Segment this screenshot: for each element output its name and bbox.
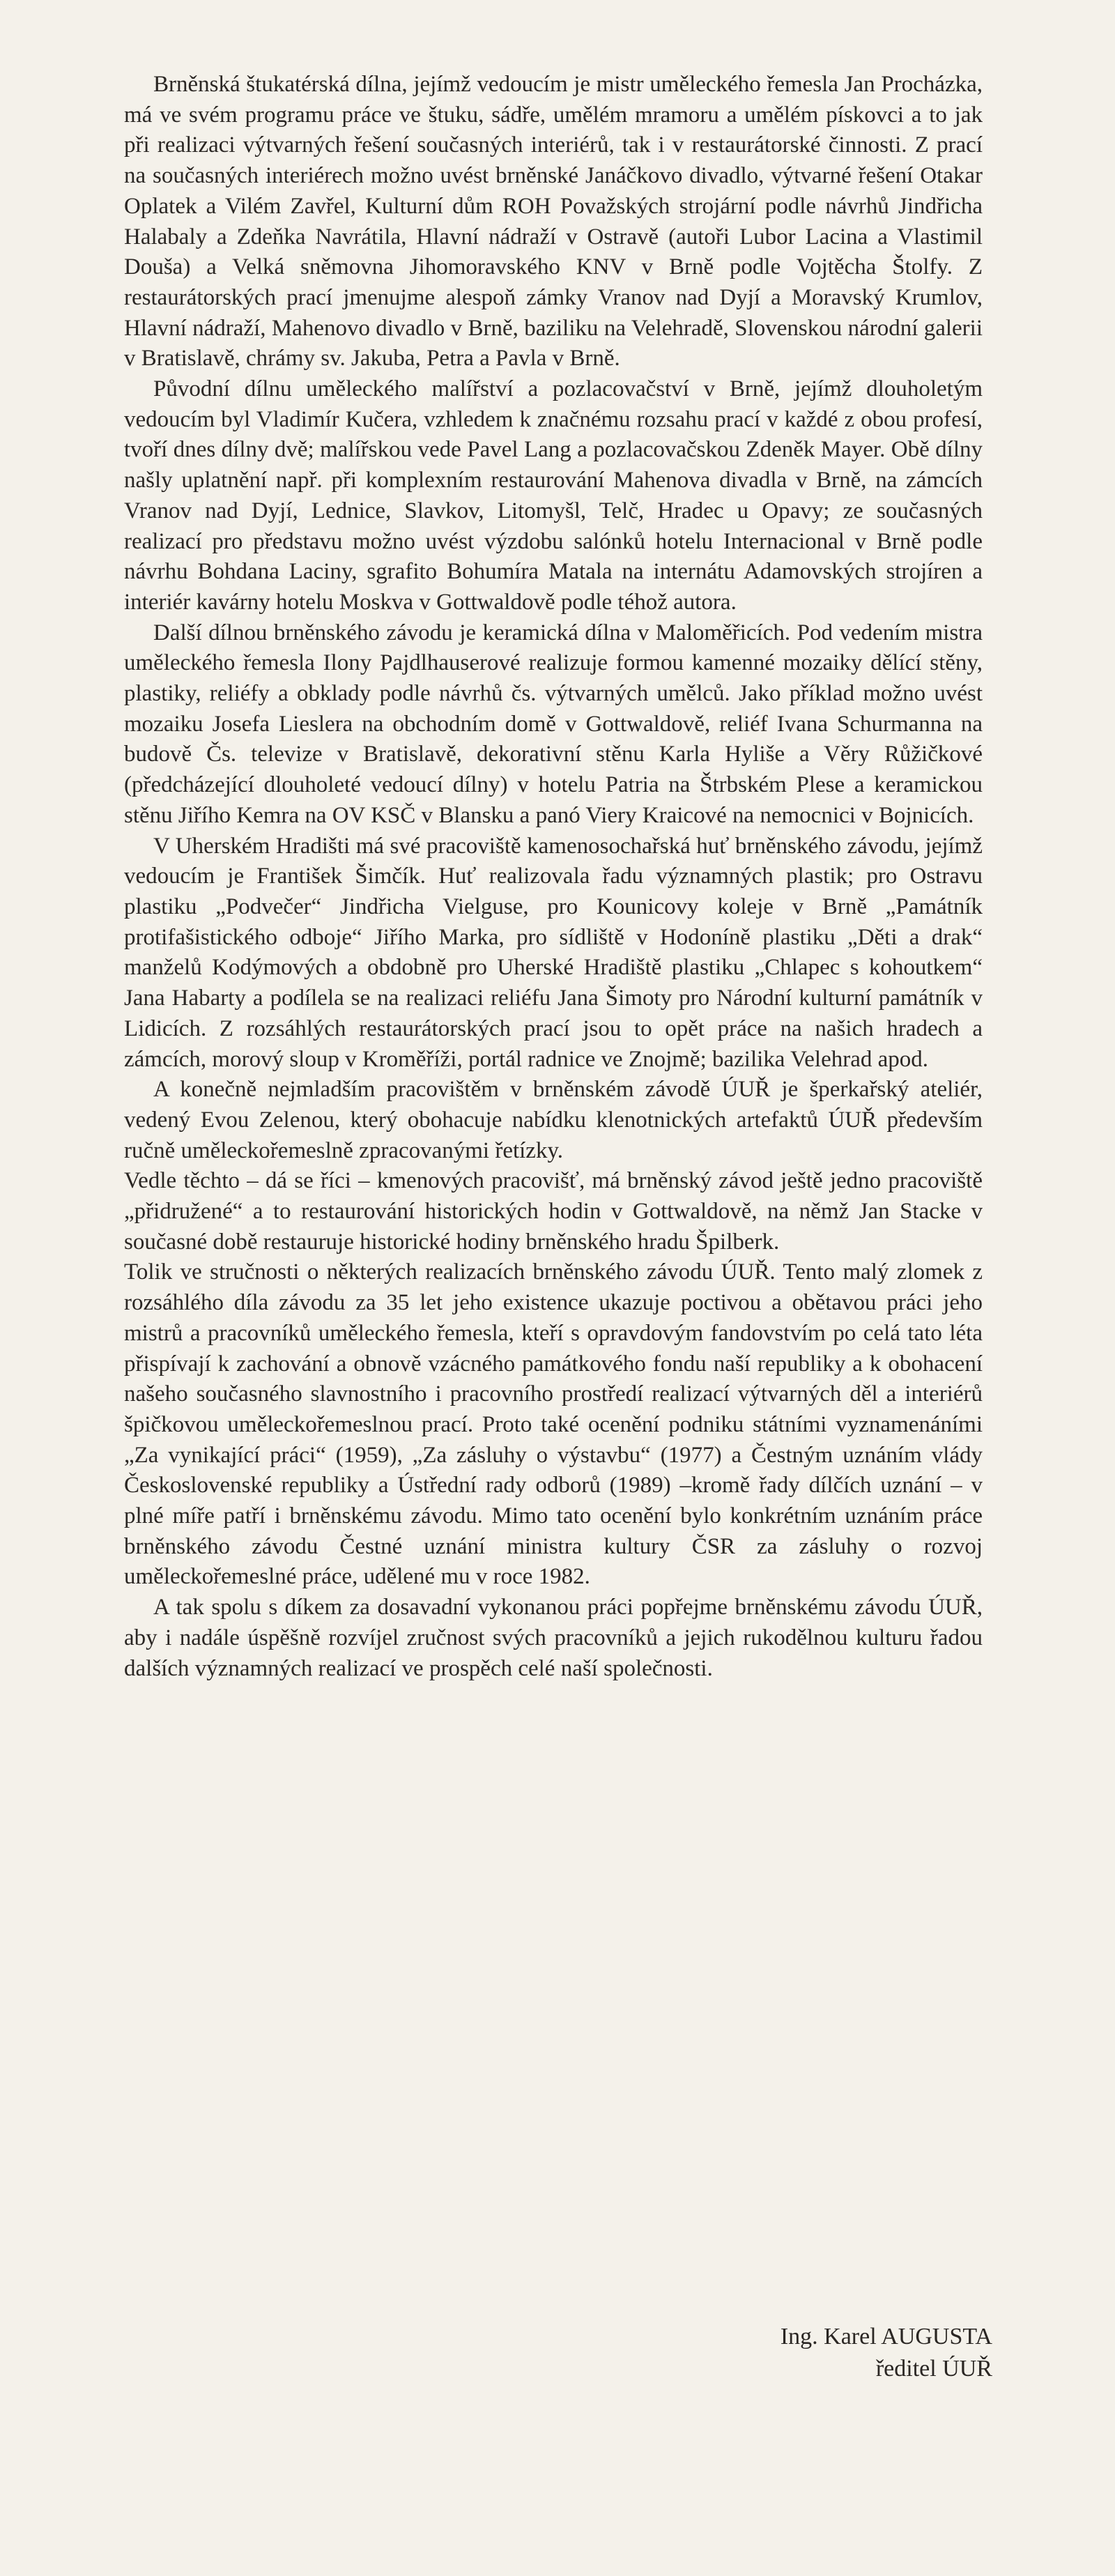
paragraph-stucco-workshop: Brněnská štukatérská dílna, jejímž vedoucím je mistr uměleckého řemesla Jan Procházka, má ve svém programu práce ve štuku, sádře, umělém mramoru a umělém pískovci a to jak při realizaci výtvarných řešení současných interiérů, tak i v restaurátorské činnosti. Z prací na současných interiérech možno uvést brněnské Janáčkovo divadlo, výtvarné řešení Otakar Oplatek a Vilém Zavřel, Kulturní dům ROH Považských strojární podle návrhů Jindřicha Halabaly a Zdeňka Navrátila, Hlavní nádraží v Ostravě (autoři Lubor Lacina a Vlastimil Douša) a Velká sněmovna Jihomoravského KNV v Brně podle Vojtěcha Štolfy. Z restaurátorských prací jmenujme alespoň zámky Vranov nad Dyjí a Moravský Krumlov, Hlavní nádraží, Mahenovo divadlo v Brně, baziliku na Velehradě, Slovenskou národní galerii v Bratislavě, chrámy sv. Jakuba, Petra a Pavla v Brně. [124,72,983,371]
paragraph-clock-restoration: Vedle těchto – dá se říci – kmenových pracovišť, má brněnský závod ještě jedno pracoviště „přidružené“ a to restaurování historických hodin v Gottwaldově, na němž Jan Stacke v současné době restauruje historické hodiny brněnského hradu Špilberk. [124,1168,983,1255]
paragraph-ceramic-workshop: Další dílnou brněnského závodu je keramická dílna v Maloměřicích. Pod vedením mistra uměleckého řemesla Ilony Pajdlhauserové realizuje formou kamenné mozaiky dělící stěny, plastiky, reliéfy a obklady podle návrhů čs. výtvarných umělců. Jako příklad možno uvést mozaiku Josefa Lieslera na obchodním domě v Gottwaldově, reliéf Ivana Schurmanna na budově Čs. televize v Bratislavě, dekorativní stěnu Karla Hyliše a Věry Růžičkové (předcházející dlouholeté vedoucí dílny) v hotelu Patria na Štrbském Plese a keramickou stěnu Jiřího Kemra na OV KSČ v Blansku a panó Viery Kraicové na nemocnici v Bojnicích. [124,620,983,828]
paragraph-stone-sculpture-workshop: V Uherském Hradišti má své pracoviště kamenosochařská huť brněnského závodu, jejímž vedoucím je František Šimčík. Huť realizovala řadu významných plastik; pro Ostravu plastiku „Podvečer“ Jindřicha Vielguse, pro Kounicovy koleje v Brně „Památník protifašistického odboje“ Jiřího Marka, pro sídliště v Hodoníně plastiku „Děti a drak“ manželů Kodýmových a obdobně pro Uherské Hradiště plastiku „Chlapec s kohoutkem“ Jana Habarty a podílela se na realizaci reliéfu Jana Šimoty pro Národní kulturní památník v Lidicích. Z rozsáhlých restaurátorských prací jsou to opět práce na našich hradech a zámcích, morový sloup v Kroměříži, portál radnice ve Znojmě; bazilika Velehrad apod. [124,833,983,1072]
paragraph-painting-gilding-workshops: Původní dílnu uměleckého malířství a pozlacovačství v Brně, jejímž dlouholetým vedoucím byl Vladimír Kučera, vzhledem k značnému rozsahu prací v každé z obou profesí, tvoří dnes dílny dvě; malířskou vede Pavel Lang a pozlacovačskou Zdeněk Mayer. Obě dílny našly uplatnění např. při komplexním restaurování Mahenova divadla v Brně, na zámcích Vranov nad Dyjí, Lednice, Slavkov, Litomyšl, Telč, Hradec u Opavy; ze současných realizací pro představu možno uvést výzdobu salónků hotelu Internacional v Brně podle návrhu Bohdana Laciny, sgrafito Bohumíra Matala na internátu Adamovských strojíren a interiér kavárny hotelu Moskva v Gottwaldově podle téhož autora. [124,376,983,615]
paragraph-summary-awards: Tolik ve stručnosti o některých realizacích brněnského závodu ÚUŘ. Tento malý zlomek z rozsáhlého díla závodu za 35 let jeho existence ukazuje poctivou a obětavou práci jeho mistrů a pracovníků uměleckého řemesla, kteří s opravdovým fandovstvím po celá tato léta přispívají k zachování a obnově vzácného památkového fondu naší republiky a k obohacení našeho současného slavnostního i pracovního prostředí realizací výtvarných děl a interiérů špičkovou uměleckořemeslnou prací. Proto také ocenění podniku státními vyznamenáními „Za vynikající práci“ (1959), „Za zásluhy o výstavbu“ (1977) a Čestným uznáním vlády Československé republiky a Ústřední rady odborů (1989) –kromě řady dílčích uznání – v plné míře patří i brněnskému závodu. Mimo tato ocenění bylo konkrétním uznáním práce brněnského závodu Čestné uznání ministra kultury ČSR za zásluhy o rozvoj uměleckořemeslné práce, udělené mu v roce 1982. [124,1259,983,1590]
article-text [124,70,983,1684]
paragraph-closing-wish: A tak spolu s díkem za dosavadní vykonanou práci popřejme brněnskému závodu ÚUŘ, aby i nadále úspěšně rozvíjel zručnost svých pracovníků a jejich rukodělnou kulturu řadou dalších významných realizací ve prospěch celé naší společnosti. [124,1595,983,1681]
signature-block [700,2321,992,2385]
signature-name: Ing. Karel AUGUSTA [780,2324,992,2349]
paragraph-jewelry-studio: A konečně nejmladším pracovištěm v brněnském závodě ÚUŘ je šperkařský ateliér, vedený Evou Zelenou, který obohacuje nabídku klenotnických artefaktů ÚUŘ především ručně uměleckořemeslně zpracovanými řetízky. [124,1077,983,1163]
signature-title: ředitel ÚUŘ [875,2356,992,2382]
